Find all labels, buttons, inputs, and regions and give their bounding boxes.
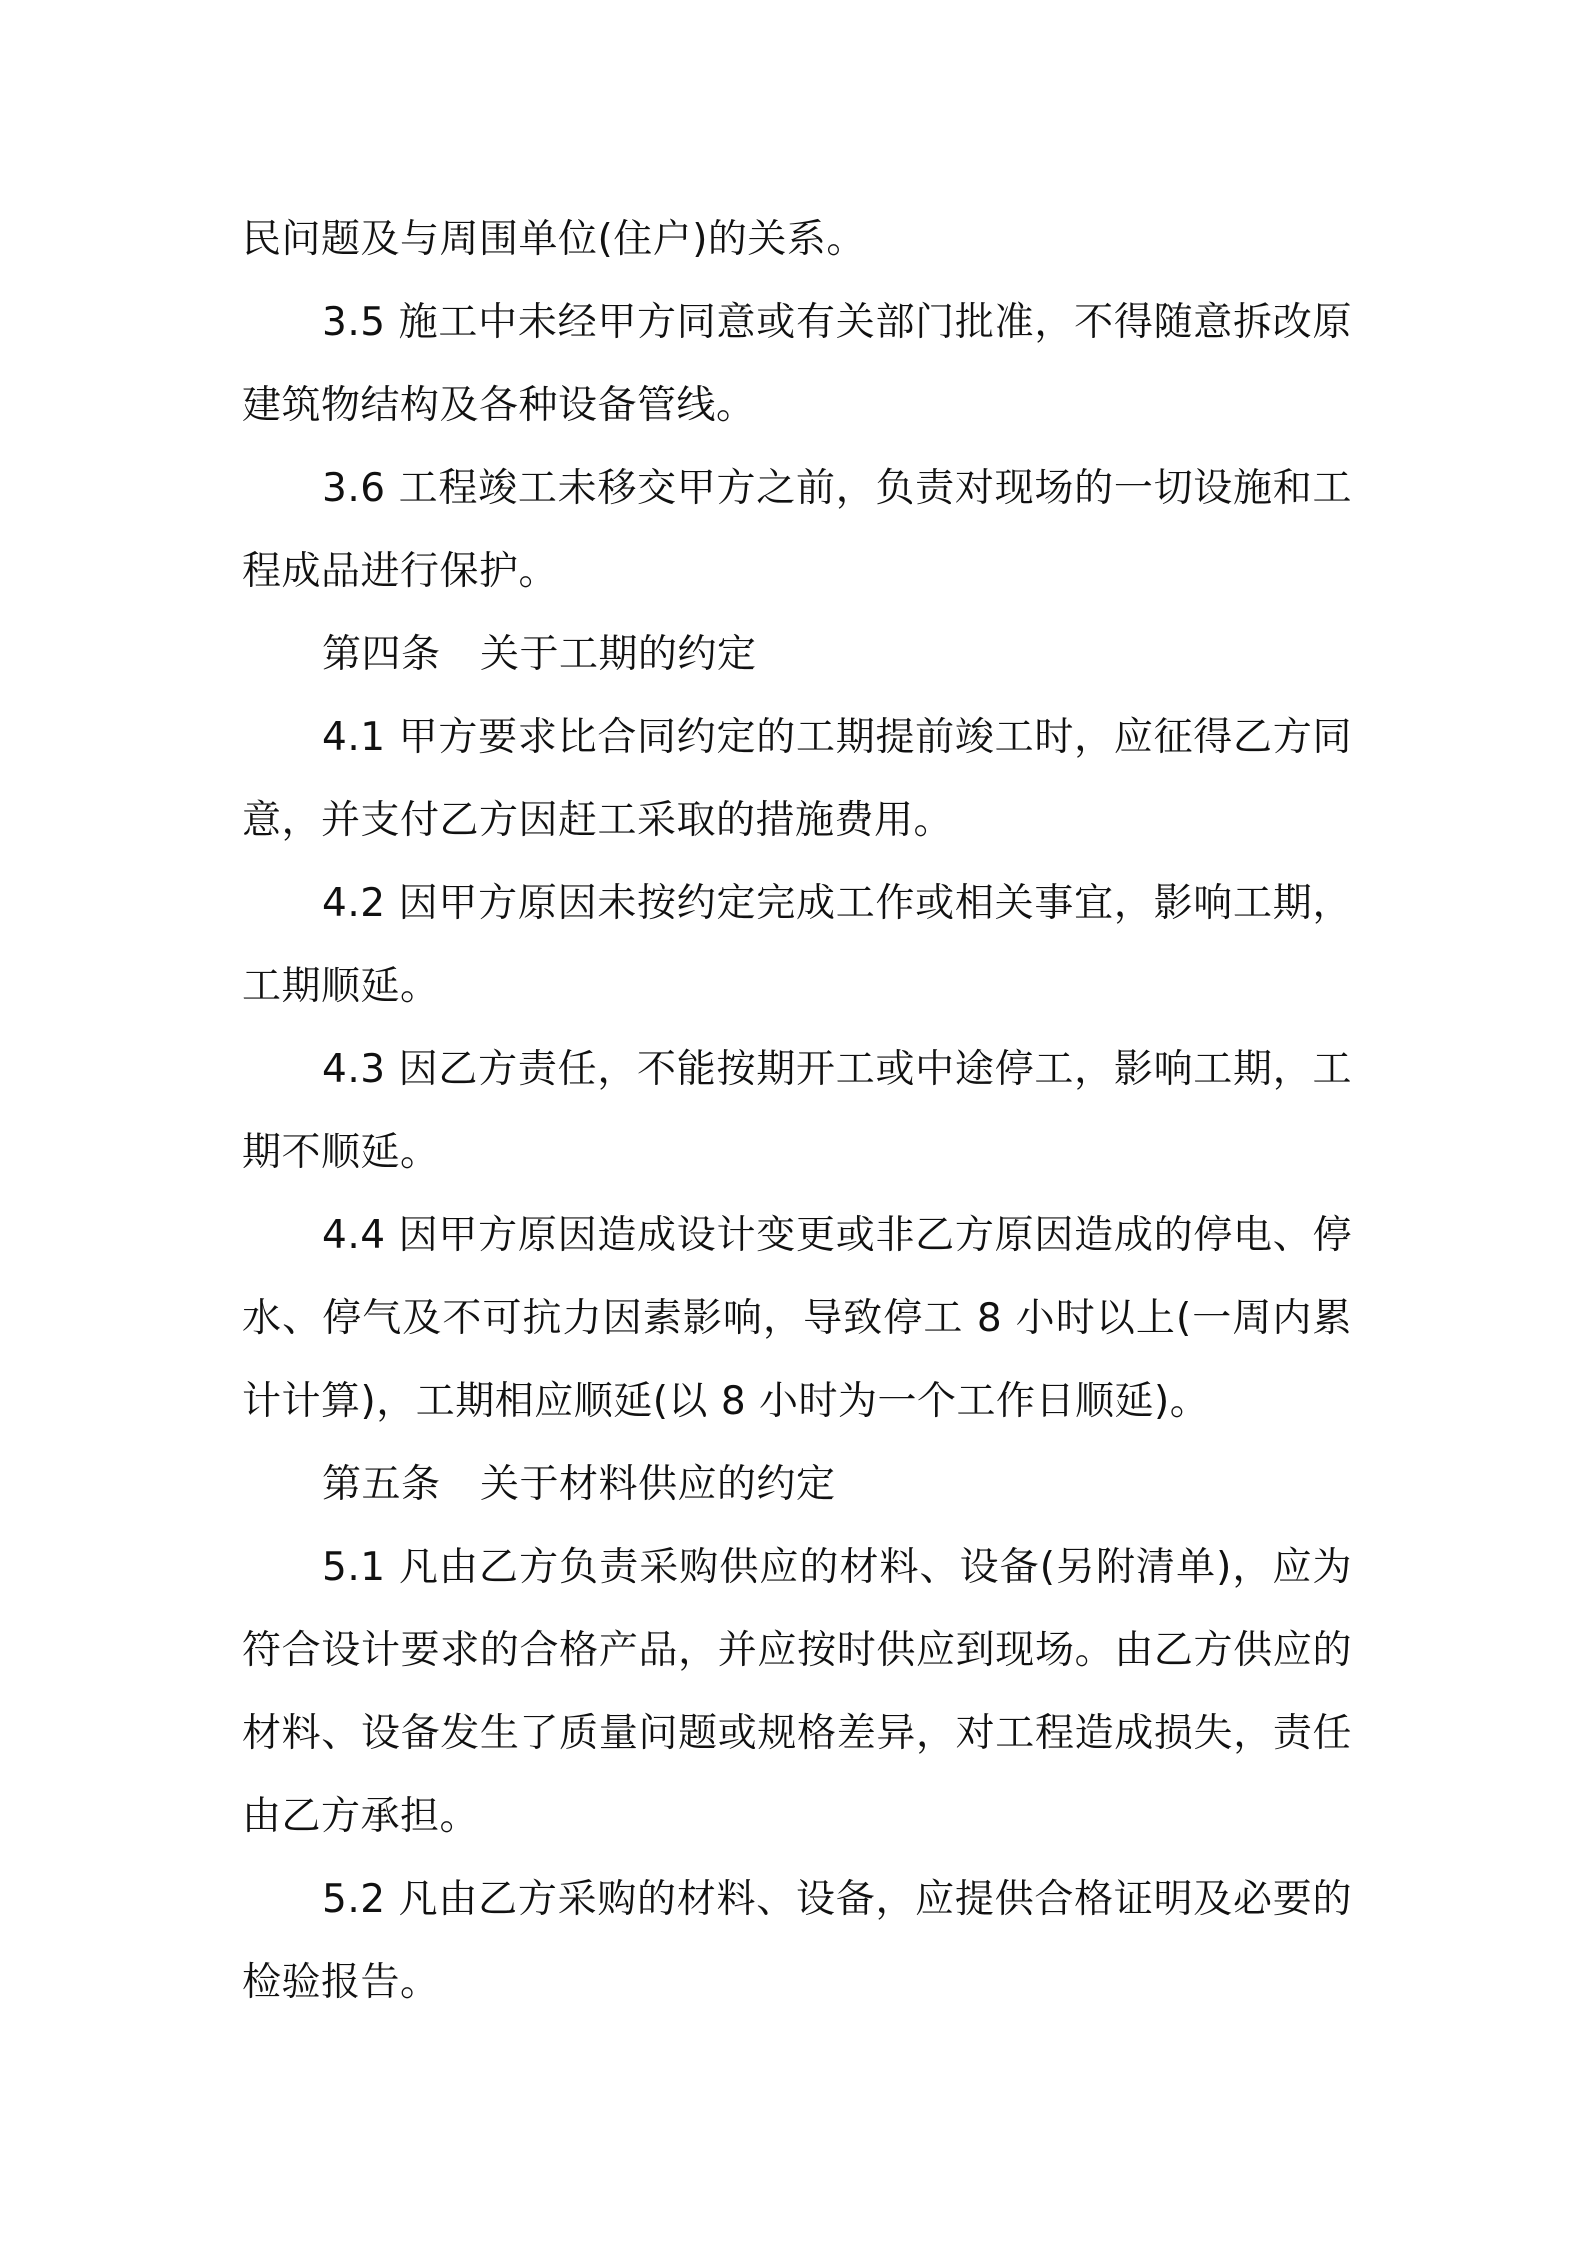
clause-4-2: 4.2 因甲方原因未按约定完成工作或相关事宜，影响工期，工期顺延。: [242, 881, 1352, 1009]
document-body: [242, 198, 1352, 2024]
clause-4-1: 4.1 甲方要求比合同约定的工期提前竣工时，应征得乙方同意，并支付乙方因赶工采取的措施费用。: [242, 715, 1352, 843]
article-5-heading: 第五条 关于材料供应的约定: [322, 1462, 836, 1507]
clause-3-5: 3.5 施工中未经甲方同意或有关部门批准，不得随意拆改原建筑物结构及各种设备管线。: [242, 300, 1352, 428]
article-4-heading: 第四条 关于工期的约定: [322, 632, 757, 677]
clause-3-6: 3.6 工程竣工未移交甲方之前，负责对现场的一切设施和工程成品进行保护。: [242, 466, 1352, 594]
clause-4-4: 4.4 因甲方原因造成设计变更或非乙方原因造成的停电、停水、停气及不可抗力因素影响，导致停工 8 小时以上(一周内累计计算)，工期相应顺延(以 8 小时为一个工作日顺延)。: [242, 1213, 1352, 1424]
clause-4-3: 4.3 因乙方责任，不能按期开工或中途停工，影响工期，工期不顺延。: [242, 1047, 1352, 1175]
clause-5-2: 5.2 凡由乙方采购的材料、设备，应提供合格证明及必要的检验报告。: [242, 1877, 1352, 2005]
paragraph-continuation: 民问题及与周围单位(住户)的关系。: [242, 217, 866, 262]
clause-5-1: 5.1 凡由乙方负责采购供应的材料、设备(另附清单)，应为符合设计要求的合格产品，并应按时供应到现场。由乙方供应的材料、设备发生了质量问题或规格差异，对工程造成损失，责任由乙方承担。: [242, 1545, 1352, 1839]
